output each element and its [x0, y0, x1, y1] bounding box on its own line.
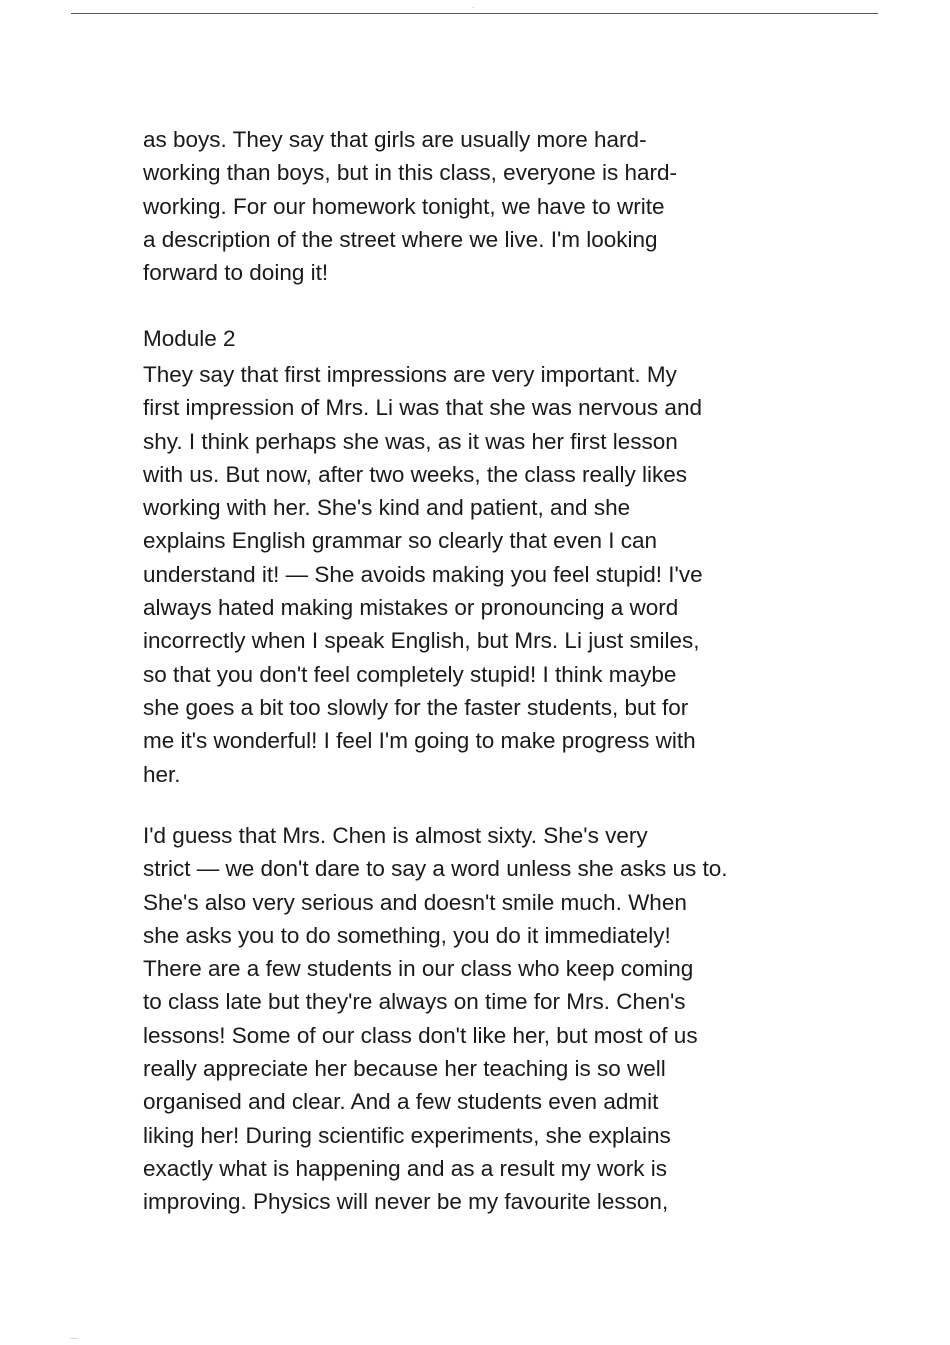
text-line: working. For our homework tonight, we have to write	[143, 193, 665, 219]
text-line: she goes a bit too slowly for the faster students, but for	[143, 694, 689, 720]
text-line: to class late but they're always on time for Mrs. Chen's	[143, 989, 686, 1015]
text-line: explains English grammar so clearly that even I can	[143, 528, 657, 554]
text-line: so that you don't feel completely stupid! I think maybe	[143, 661, 677, 687]
text-line: first impression of Mrs. Li was that she was nervous and	[143, 395, 702, 421]
text-line: forward to doing it!	[143, 260, 329, 286]
text-line: working than boys, but in this class, everyone is hard-	[143, 160, 678, 186]
text-line: incorrectly when I speak English, but Mrs. Li just smiles,	[143, 628, 700, 654]
text-line: me it's wonderful! I feel I'm going to make progress with	[143, 728, 696, 754]
text-line: her.	[143, 761, 181, 787]
text-line: understand it! — She avoids making you feel stupid! I've	[143, 561, 703, 587]
text-line: strict — we don't dare to say a word unless she asks us to.	[143, 856, 728, 882]
header-dot: .	[472, 3, 474, 10]
paragraph-mrs-li	[143, 358, 703, 791]
text-line: I'd guess that Mrs. Chen is almost sixty. She's very	[143, 823, 648, 848]
text-line: a description of the street where we live. I'm looking	[143, 226, 658, 252]
text-line: There are a few students in our class who keep coming	[143, 956, 694, 982]
text-line: lessons! Some of our class don't like her, but most of us	[143, 1022, 698, 1048]
paragraph-mrs-chen	[143, 819, 728, 1219]
footer-mark: ....	[70, 1334, 78, 1341]
text-line: she asks you to do something, you do it immediately!	[143, 922, 671, 948]
text-line: organised and clear. And a few students even admit	[143, 1089, 659, 1115]
text-line: with us. But now, after two weeks, the class really likes	[143, 461, 687, 487]
text-line: as boys. They say that girls are usually more hard-	[143, 127, 647, 152]
text-line: They say that first impressions are very important. My	[143, 362, 677, 387]
text-line: shy. I think perhaps she was, as it was her first lesson	[143, 428, 678, 454]
module-heading: Module 2	[143, 326, 236, 351]
text-line: exactly what is happening and as a result my work is	[143, 1155, 668, 1181]
text-line: improving. Physics will never be my favourite lesson,	[143, 1189, 669, 1215]
paragraph-intro	[143, 123, 677, 289]
header-rule	[71, 13, 878, 14]
text-line: liking her! During scientific experiments, she explains	[143, 1122, 671, 1148]
section-heading	[143, 322, 236, 355]
text-line: working with her. She's kind and patient, and she	[143, 495, 631, 521]
text-line: always hated making mistakes or pronouncing a word	[143, 595, 679, 621]
text-line: She's also very serious and doesn't smile much. When	[143, 889, 687, 915]
text-line: really appreciate her because her teaching is so well	[143, 1056, 666, 1082]
